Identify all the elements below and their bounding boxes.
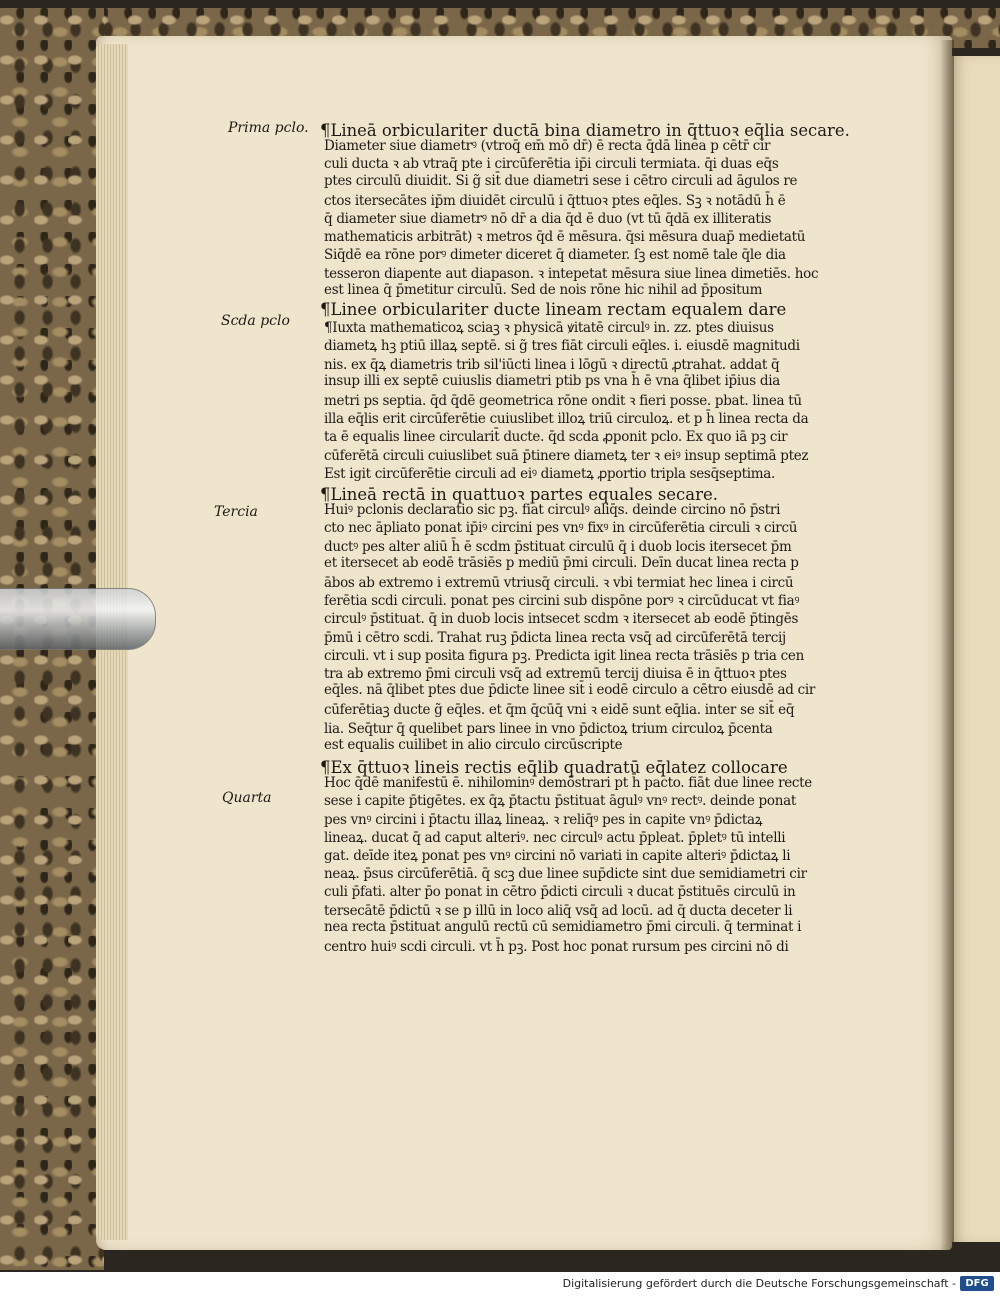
proposition-heading: ¶Ex q̄ttuoꝛ lineis rectis eq̄lib quadratū eq̄latez collocare [320, 758, 788, 777]
margin-label-secunda: Scda pclo [221, 313, 290, 329]
text-line: circuli. vt i sup posita figura pꝫ. Predicta igit linea recta trāsiēs p tria cen [324, 647, 804, 664]
text-line: cūferētiaꝫ ducte g̃ eq̄les. et q̄m q̄cūq̄ vni ꝛ eidē sunt eq̄lia. inter se sit̄ eq̄ [324, 702, 795, 719]
text-line: Siq̄dē ea rōne porꝰ dimeter diceret q̄ diameter. ſꝫ est nomē tale q̄le dia [324, 247, 786, 264]
text-line: eq̄les. nā q̄libet ptes due p̄dicte linee sit̄ i eodē circulo a cētro eiusdē ad cir [324, 682, 816, 699]
text-line: diametꝝ hꝫ ptiū illaꝝ septē. si g̃ tres fiāt circuli eq̄les. i. eiusdē magnitudi [324, 338, 800, 355]
text-line: centro huiꝰ scdi circuli. vt h̄ pꝫ. Post hoc ponat rursum pes circini nō di [324, 939, 789, 955]
facing-page-edge [950, 56, 1000, 1242]
text-line: mathematicis arbitrāt) ꝛ metros q̄d ē mēsura. q̄si mēsura duap̄ medietatū [324, 229, 806, 246]
text-line: gat. deīde iteꝝ ponat pes vnꝰ circini nō variati in capite alteriꝰ p̄dictaꝝ li [324, 848, 791, 864]
text-line: Est igit circūferētie circuli ad eiꝰ diametꝝ ꝓportio tripla sesq̄septima. [324, 465, 775, 482]
text-line: culi ducta ꝛ ab vtraq̄ pte i circūferētia ip̄i circuli termiata. q̄i duas eq̄s [324, 156, 779, 173]
digitization-footer [0, 1272, 1000, 1296]
text-line: ābos ab extremo i extremū vtriusq̄ circuli. ꝛ vbi termiat hec linea i circū [324, 575, 794, 591]
text-line: ctos itersecātes ip̄m diuidēt circulū i q̄ttuoꝛ ptes eq̄les. Sꝫ ꝛ notādū h̄ ē [324, 192, 786, 209]
text-line: neaꝝ. p̄sus circūferētiā. q̄ scꝫ due linee sup̄dicte sint due semidiametri cir [324, 866, 807, 883]
footer-credit: Digitalisierung gefördert durch die Deutsche Forschungsgemeinschaft - [562, 1277, 956, 1290]
book-gutter [940, 40, 954, 1250]
margin-label-tercia: Tercia [214, 504, 258, 520]
text-line: ptes circulū diuidit. Si g̃ sit̄ due diametri sese i cētro circuli ad āgulos re [324, 172, 798, 189]
text-line: tesseron diapente aut diapason. ꝛ intepetat mēsura siue linea dimetiēs. hoc [324, 265, 819, 282]
text-line: nea recta p̄stituat angulū rectū cū semidiametro p̄mi circuli. q̄ terminat i [324, 918, 802, 935]
text-line: insup illi ex septē cuiuslis diametri ptib ps vna h̄ ē vna q̄libet ip̄ius dia [324, 372, 781, 389]
text-line: Hoc q̄dē manifestū ē. nihilominꝰ demōstrari pt h̄ pacto. fiāt due linee recte [324, 775, 812, 792]
text-line: metri ps septia. q̄d q̄dē geometrica rōne ondit ꝛ fieri posse. pbat. linea tū [324, 393, 802, 409]
text-line: circulꝰ p̄stituat. q̄ in duob locis intsecet scdm ꝛ itersecet ab eodē p̄tingēs [324, 611, 799, 628]
text-line: nis. ex q̄ꝝ diametris trib sil'iūcti linea i lōgū ꝛ directū ꝓtrahat. addat q̄ [324, 356, 780, 373]
glass-page-weight [0, 588, 156, 650]
text-line: est linea q̄ p̄metitur circulū. Sed de nois rōne hic nihil ad p̄positum [324, 281, 763, 298]
text-line: ta ē equalis linee circularit̄ ducte. q̄d scda ꝓponit pclo. Ex quo iā pꝫ cir [324, 429, 788, 446]
text-line: tra ab extremo p̄mi circuli vsq̄ ad extremū tercij diuisa ē in q̄ttuoꝛ ptes [324, 666, 787, 682]
text-line: tersecātē p̄dictū ꝛ se p illū in loco aliq̄ vsq̄ ad locū. ad q̄ ducta deceter li [324, 902, 793, 919]
text-line: Diameter siue diametrꝰ (vtroq̄ em̄ mō dr̄) ē recta q̄dā linea p cētr̄ cir [324, 138, 771, 155]
text-line: est equalis cuilibet in alio circulo circūscripte [324, 736, 623, 753]
text-line: ductꝰ pes alter aliū h̄ ē scdm p̄stituat circulū q̄ i duob locis itersecet p̄m [324, 538, 792, 555]
text-line: ferētia scdi circuli. ponat pes circini sub dispōne porꝰ ꝛ circūducat vt fiaꝰ [324, 593, 800, 610]
margin-label-quarta: Quarta [222, 790, 272, 806]
text-line: sese i capite p̄tigētes. ex q̄ꝝ p̄tactu p̄stituat āgulꝰ vnꝰ rectꝰ. deinde ponat [324, 793, 796, 810]
text-line: illa eq̄lis erit circūferētie cuiuslibet illoꝝ triū circuloꝝ. et p h̄ linea recta da [324, 411, 809, 428]
text-line: et itersecet ab eodē trāsiēs p mediū p̄mi circuli. Deīn ducat linea recta p [324, 554, 799, 571]
proposition-heading: ¶Linee orbiculariter ducte lineam rectam equalem dare [320, 300, 787, 319]
text-line: p̄mū i cētro scdi. Trahat ruꝫ p̄dicta linea recta vsq̄ ad circūferētā tercij [324, 629, 786, 646]
text-line: lineaꝝ. ducat q̄ ad caput alteriꝰ. nec circulꝰ actu p̄pleat. p̄pletꝰ tū intelli [324, 829, 786, 846]
proposition-heading: ¶Lineā orbiculariter ductā bina diametro in q̄ttuoꝛ eq̄lia secare. [320, 121, 850, 140]
proposition-heading: ¶Lineā rectā in quattuoꝛ partes equales secare. [320, 485, 719, 504]
text-line: ¶Iuxta mathematicoꝝ sciaꝫ ꝛ physicā ꝟitatē circulꝰ in. zz. ptes diuisus [324, 320, 774, 337]
text-line: lia. Seq̄tur q̄ quelibet pars linee in vno p̄dictoꝝ trium circuloꝝ p̄centa [324, 720, 773, 737]
text-line: pes vnꝰ circini i p̄tactu illaꝝ lineaꝝ. ꝛ reliq̄ꝰ pes in capite vnꝰ p̄dictaꝝ [324, 811, 763, 828]
dfg-logo: DFG [960, 1276, 994, 1291]
text-line: q̄ diameter siue diametrꝰ nō dr̄ a dia q̄d ē duo (vt tū q̄dā ex illiteratis [324, 211, 772, 227]
text-line: Huiꝰ pclonis declaratio sic pꝫ. fiat circulꝰ aliq̄s. deinde circino nō p̄stri [324, 502, 781, 519]
text-line: cto nec āpliato ponat ip̄iꝰ circini pes vnꝰ fixꝰ in circūferētia circuli ꝛ circū [324, 520, 798, 537]
margin-label-prima: Prima pclo. [228, 120, 309, 136]
text-line: cūferētā circuli cuiuslibet suā p̄tinere diametꝝ ter ꝛ eiꝰ insup septimā ptez [324, 447, 809, 464]
text-line: culi p̄fati. alter p̄o ponat in cētro p̄dicti circuli ꝛ ducat p̄stituēs circulū in [324, 884, 796, 901]
